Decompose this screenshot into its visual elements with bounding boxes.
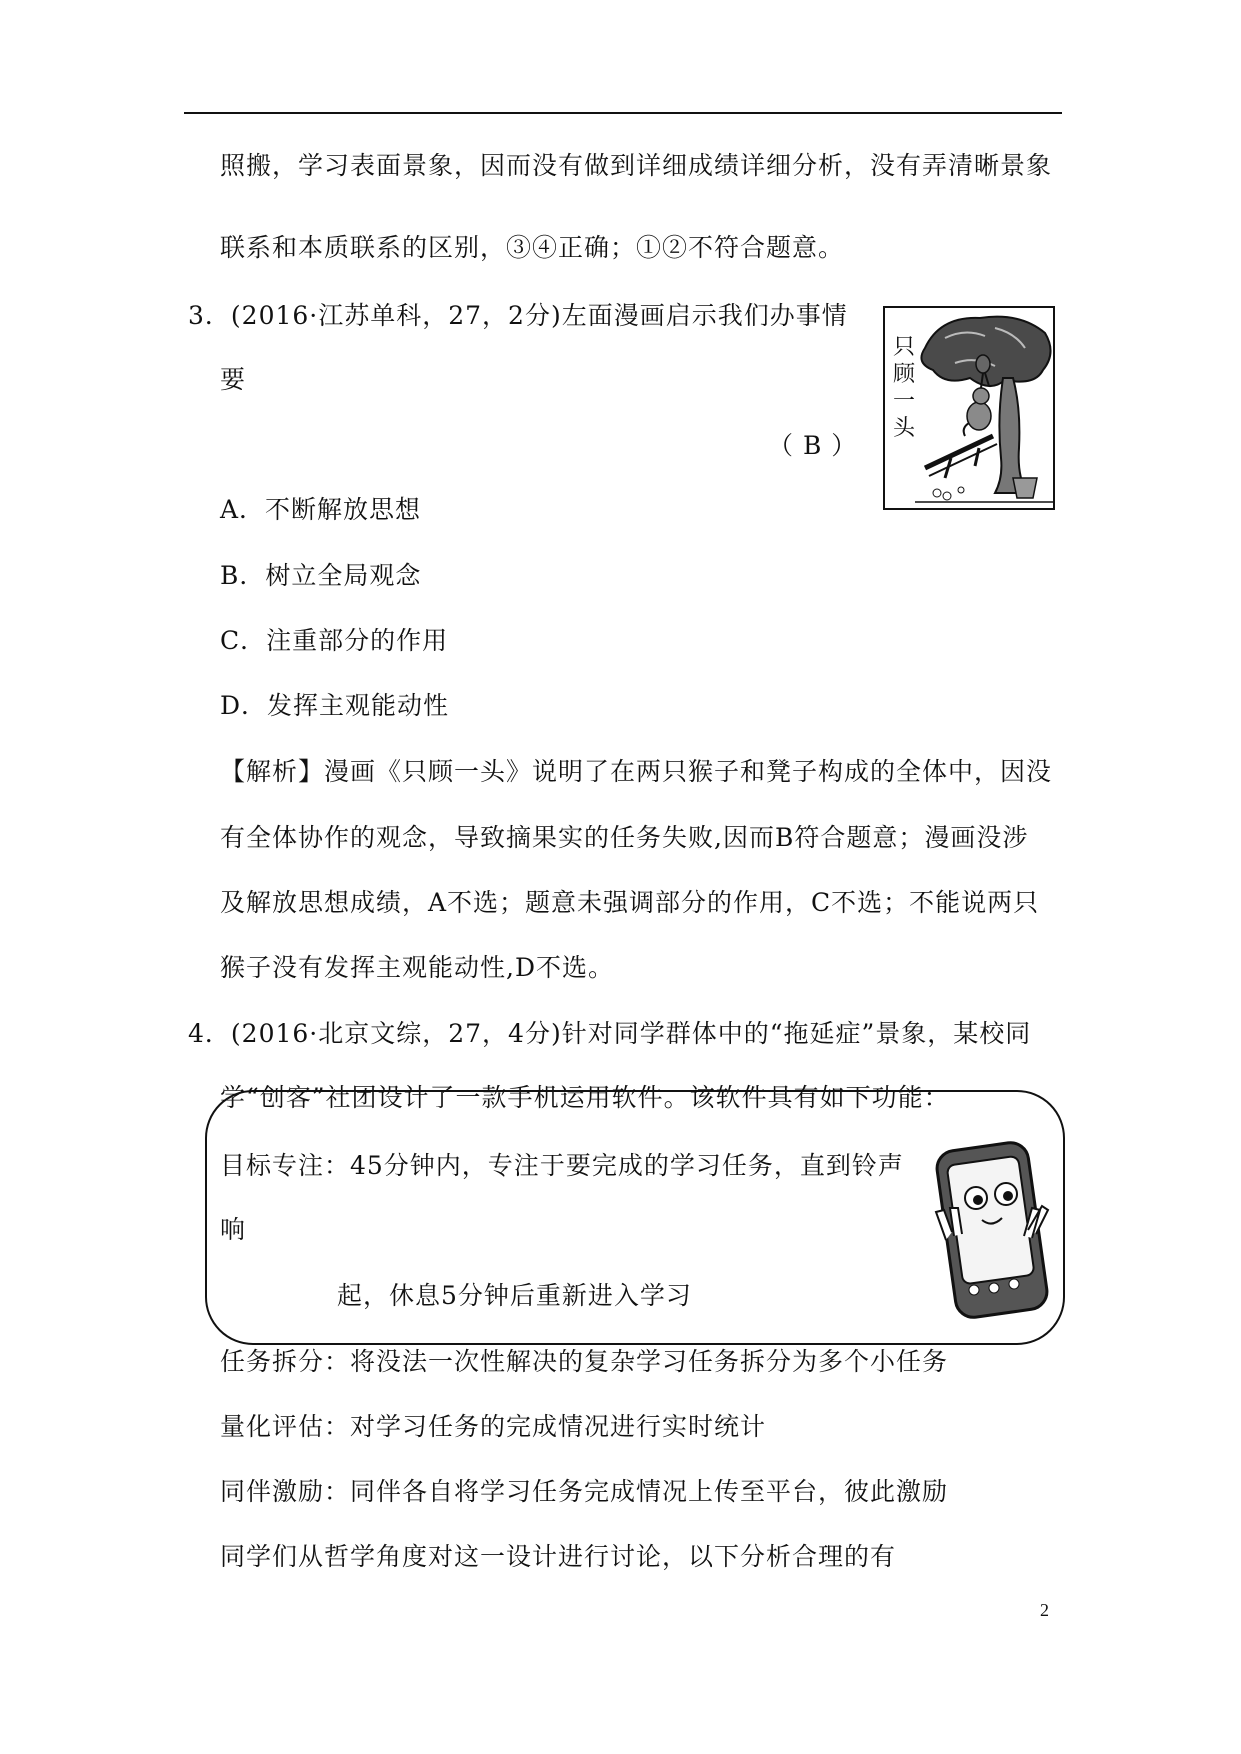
analysis-line-1: 【解析】漫画《只顾一头》说明了在两只猴子和凳子构成的全体中，因没 bbox=[220, 757, 1053, 786]
question-4-line-2: 学“创客”社团设计了一款手机运用软件。该软件具有如下功能： bbox=[220, 1083, 950, 1112]
feature-peer: 同伴激励：同伴各自将学习任务完成情况上传至平台，彼此激励 bbox=[220, 1477, 949, 1506]
question-3-continuation: 要 bbox=[220, 365, 247, 394]
feature-focus-line-2: 响 bbox=[220, 1215, 247, 1244]
header-rule bbox=[184, 112, 1062, 114]
feature-split: 任务拆分：将没法一次性解决的复杂学习任务拆分为多个小任务 bbox=[220, 1347, 949, 1376]
analysis-line-3: 及解放思想成绩，A不选；题意未强调部分的作用，C不选；不能说两只 bbox=[220, 888, 1040, 917]
cartoon-title-char-2: 顾 bbox=[892, 362, 915, 387]
page-number: 2 bbox=[1040, 1600, 1049, 1620]
cartoon-title bbox=[891, 334, 917, 442]
option-b: B．树立全局观念 bbox=[220, 561, 422, 590]
text-line-2: 联系和本质联系的区别，③④正确；①②不符合题意。 bbox=[220, 233, 845, 262]
cartoon-title-char-4: 头 bbox=[892, 416, 915, 441]
cartoon-title-char-1: 只 bbox=[892, 335, 915, 360]
question-4-prompt: 同学们从哲学角度对这一设计进行讨论，以下分析合理的有 bbox=[220, 1542, 897, 1571]
phone-mascot-icon bbox=[932, 1140, 1052, 1320]
cartoon-title-char-3: 一 bbox=[892, 389, 915, 414]
feature-evaluate: 量化评估：对学习任务的完成情况进行实时统计 bbox=[220, 1412, 767, 1441]
option-c: C．注重部分的作用 bbox=[220, 626, 449, 655]
question-4-heading: 4．(2016·北京文综，27，4分)针对同学群体中的“拖延症”景象，某校同 bbox=[188, 1019, 1032, 1048]
option-d: D．发挥主观能动性 bbox=[220, 691, 450, 720]
option-a: A．不断解放思想 bbox=[220, 495, 422, 524]
analysis-line-2: 有全体协作的观念，导致摘果实的任务失败,因而B符合题意；漫画没涉 bbox=[220, 823, 1029, 852]
question-3-heading: 3．(2016·江苏单科，27，2分)左面漫画启示我们办事情 bbox=[188, 301, 848, 330]
feature-focus-line-3: 起，休息5分钟后重新进入学习 bbox=[337, 1281, 692, 1310]
analysis-line-4: 猴子没有发挥主观能动性,D不选。 bbox=[220, 953, 614, 982]
text-line-1: 照搬，学习表面景象，因而没有做到详细成绩详细分析，没有弄清晰景象 bbox=[220, 151, 1053, 180]
cartoon-image bbox=[883, 306, 1055, 510]
question-3-answer: （ B ） bbox=[768, 431, 858, 460]
feature-focus-line-1: 目标专注：45分钟内，专注于要完成的学习任务，直到铃声 bbox=[220, 1151, 904, 1180]
